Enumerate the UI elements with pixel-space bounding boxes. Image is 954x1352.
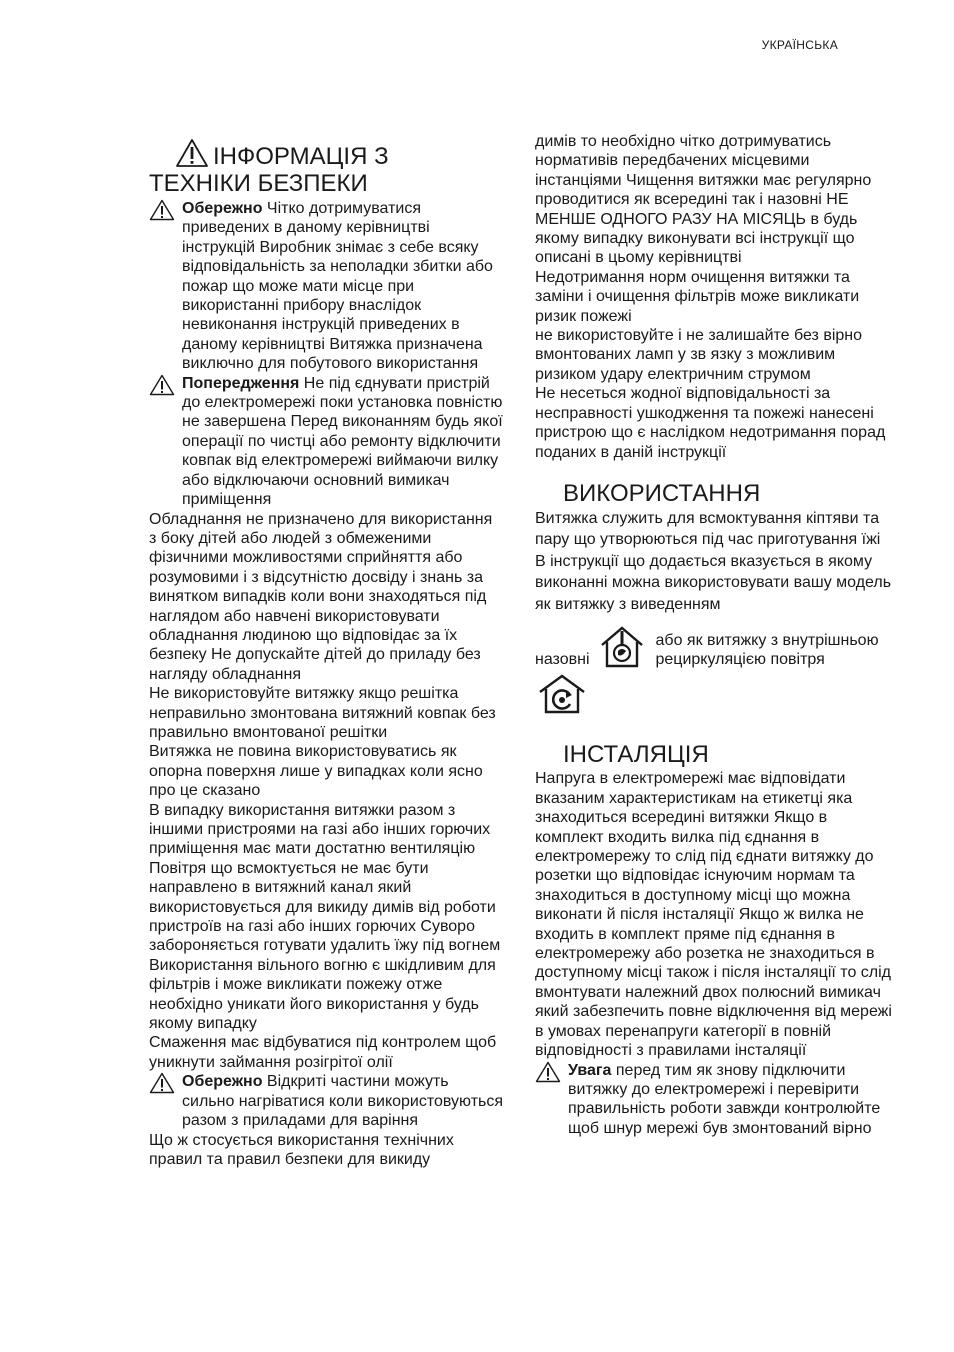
warning-label: Попередження	[182, 374, 300, 392]
paragraph: Витяжка служить для всмоктування кіптяви та пару що утворюються під час приготування їжі	[535, 509, 881, 549]
caution-note-1	[149, 199, 504, 374]
caution-text: Чітко дотримуватися приведених в даному керівництві інструкцій Виробник знімає з себе всяку відповідальність за неполадки збитки або пожар що може мати місце при використанні прибору внаслідок невиконання інструкцій приведених в даному керівництві Витяжка призначена виключно для побутового використання	[182, 200, 493, 373]
paragraph: Недотримання норм очищення витяжки та заміни і очищення фільтрів може викликати ризик пожежі	[535, 268, 860, 325]
paragraph: Смаження має відбуватися під контролем щоб уникнути займання розігрітої олії	[149, 1034, 497, 1071]
paragraph: не використовуйте і не залишайте без вірно вмонтованих ламп у зв язку з можливим ризиком удару електричним струмом	[535, 327, 863, 383]
paragraph: Напруга в електромережі має відповідати вказаним характеристикам на етикетці яка знаходиться всередині витяжки Якщо в комплект входить вилка під єднання в електромережу то слід під єднати витяжку до розетки що відповідає існуючим нормам та знаходиться в доступному місці що можна виконати й після інсталяції Якщо ж вилка не входить в комплект пряме під єднання в електромережу або розетка не знаходиться в доступному місці також і після інсталяції то слід вмонтувати належний двох полюсний вимикач який забезпечить повне відключення від мережі в умовах перенапруги категорії в повній відповідності з правилами інсталяції	[535, 770, 892, 1060]
warning-text: Не під єднувати пристрій до електромережі поки установка повністю не завершена Перед виконанням будь якої операції по чистці або ремонту відключити ковпак від електромережі виймаючи вилку або відключаючи основний вимикач приміщення	[182, 374, 503, 509]
paragraph: В інструкції що додається вказується в якому виконанні можна використовувати вашу модель як витяжку з виведенням	[535, 552, 892, 613]
language-label: УКРАЇНСЬКА	[761, 38, 838, 52]
paragraph: Не використовуйте витяжку якщо решітка неправильно змонтована витяжний ковпак без правильно вмонтованої решітки	[149, 685, 496, 741]
left-column	[149, 138, 504, 1169]
attention-text: перед тим як знову підключити витяжку до електромережі і перевірити правильність роботи завжди контролюйте щоб шнур мережі був змонтований вірно	[568, 1061, 881, 1137]
recirculation-house-icon	[537, 673, 587, 715]
paragraph: димів то необхідно чітко дотримуватись нормативів передбачених місцевими інстанціями Чищення витяжки має регулярно проводитися як всередині так і назовні НЕ МЕНШЕ ОДНОГО РАЗУ НА МІСЯЦЬ в будь якому випадку виконувати всі інструкції що описані в цьому керівництві	[535, 133, 872, 267]
right-column	[535, 132, 895, 1138]
caution-label: Обережно	[182, 200, 263, 217]
paragraph: Не несеться жодної відповідальності за несправності ушкодження та пожежі нанесені пристрою що є наслідком недотримання порад поданих в даній інструкції	[535, 385, 886, 461]
paragraph: В випадку використання витяжки разом з іншими пристроями на газі або інших горючих приміщення має мати достатню вентиляцію Повітря що всмоктується не має бути направлено в витяжний канал який використовується для викиду димів від роботи пристроїв на газі або інших горючих Суворо забороняється готувати удалить їжу під вогнем	[149, 801, 501, 955]
paragraph: Використання вільного вогню є шкідливим для фільтрів і може викликати пожежу отже необхідно уникати його використання у будь якому випадку	[149, 956, 496, 1033]
caution-note-2	[149, 1072, 504, 1130]
warning-icon	[149, 374, 175, 396]
paragraph: Обладнання не призначено для використання з боку дітей або людей з обмеженими фізичними можливостями сприйняття або розумовими і з відсутністю досвіду і знань за винятком випадків коли вони знаходяться під наглядом або навчені використовувати обладнання людиною що відповідає за їх безпеку Не допускайте дітей до приладу без нагляду обладнання	[149, 510, 493, 683]
attention-note	[535, 1061, 895, 1139]
paragraph: Витяжка не повина використовуватись як опорна поверхня лише у випадках коли ясно про це сказано	[149, 743, 483, 800]
recirculation-label: або як витяжку з внутрішньою рециркуляцією повітря	[655, 631, 879, 668]
outward-label: назовні	[535, 651, 590, 668]
safety-title-line1: ІНФОРМАЦІЯ З	[213, 143, 389, 170]
warning-icon	[149, 199, 175, 221]
warning-note	[149, 374, 504, 510]
extraction-mode-row	[535, 625, 895, 669]
use-title: ВИКОРИСТАННЯ	[563, 479, 761, 507]
installation-title: ІНСТАЛЯЦІЯ	[563, 741, 709, 769]
warning-icon	[535, 1061, 561, 1083]
caution-label: Обережно	[182, 1073, 263, 1091]
safety-title-line2: ТЕХНІКИ БЕЗПЕКИ	[149, 170, 368, 197]
attention-label: Увага	[568, 1061, 612, 1079]
warning-icon	[149, 1072, 175, 1094]
extraction-house-icon	[598, 625, 646, 669]
safety-title	[149, 138, 504, 197]
warning-icon	[175, 138, 209, 168]
caution-text: Відкриті частини можуть сильно нагріватися коли використовуються разом з приладами для варіння	[182, 1073, 504, 1130]
paragraph: Що ж стосується використання технічних правил та правил безпеки для викиду	[149, 1131, 454, 1168]
